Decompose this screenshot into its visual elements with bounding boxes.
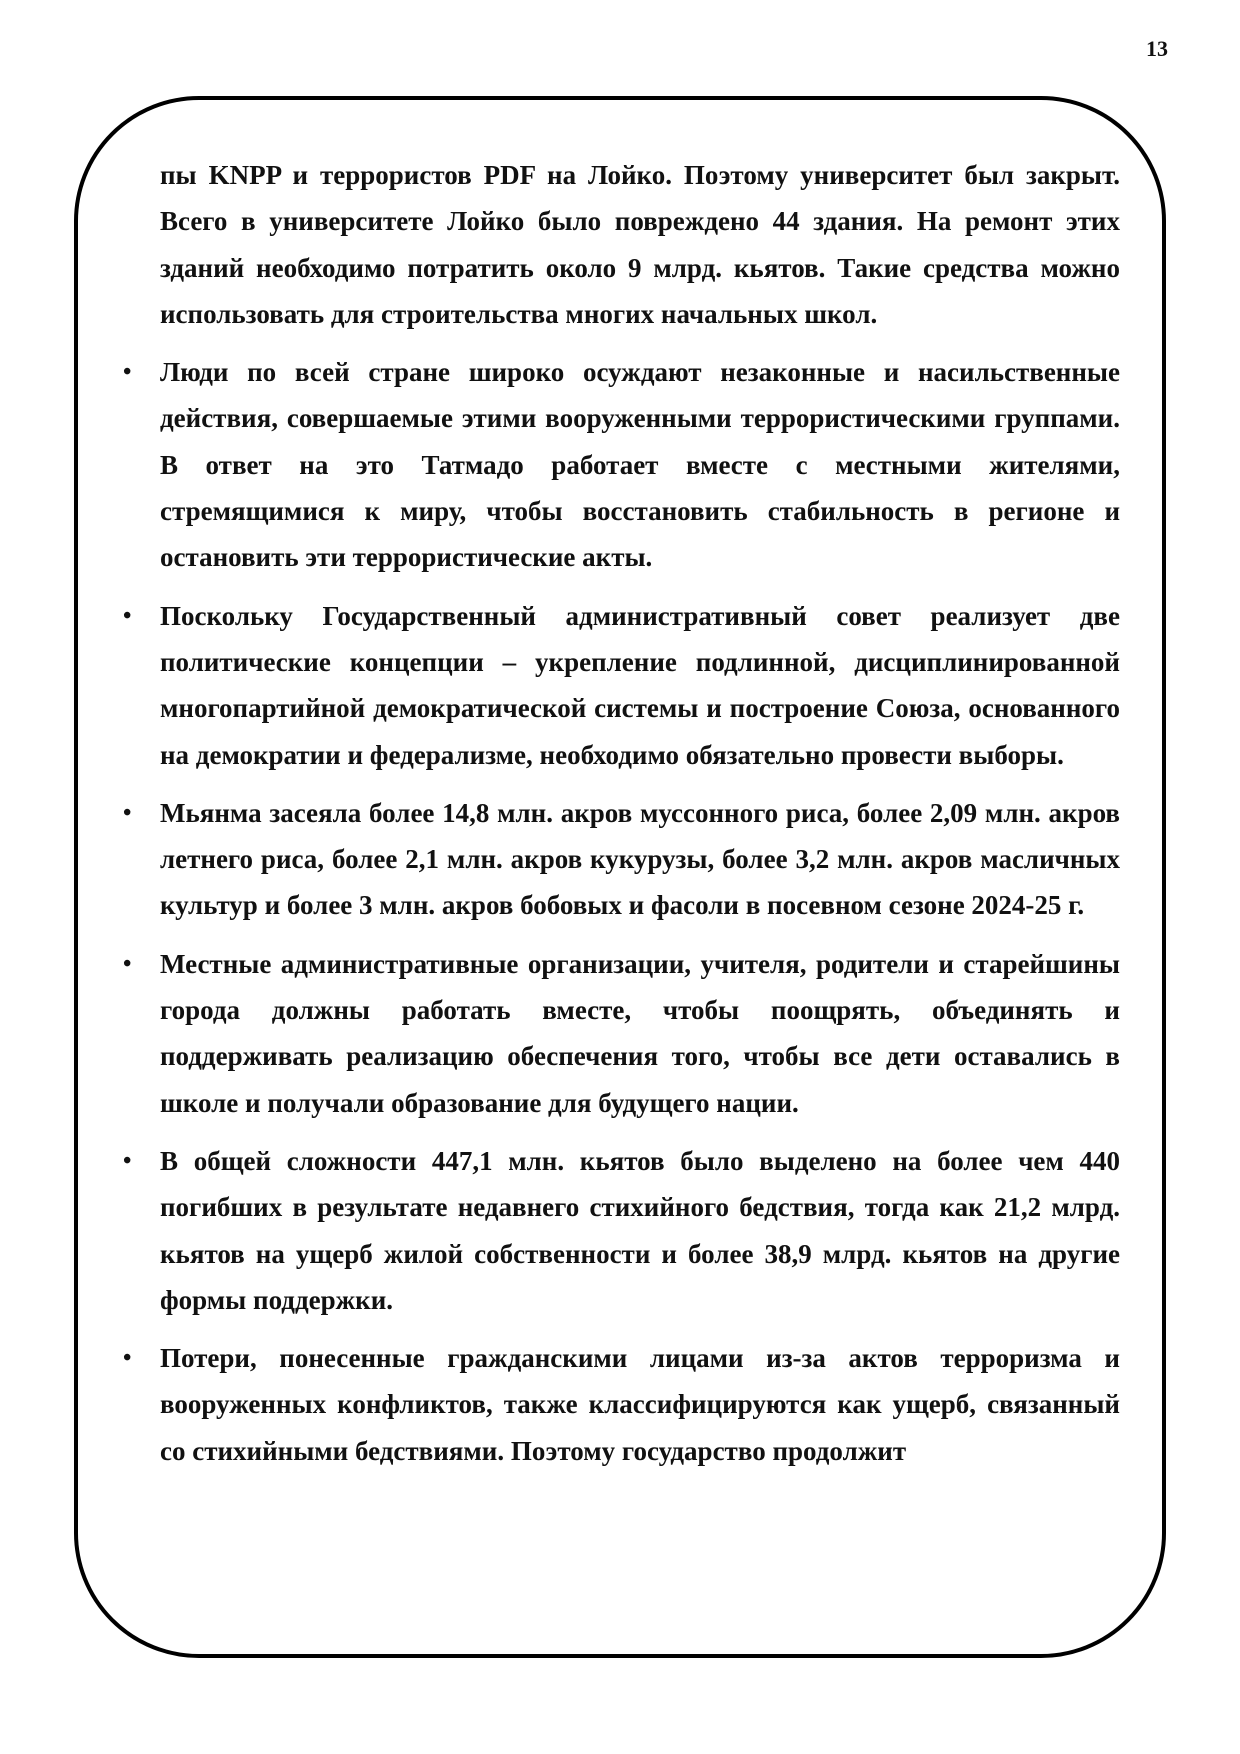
bullet-item bbox=[123, 1138, 1120, 1323]
bullet-item bbox=[123, 1335, 1120, 1474]
bullet-dot-icon: • bbox=[123, 950, 132, 977]
bullet-item bbox=[123, 941, 1120, 1126]
bullet-item bbox=[123, 593, 1120, 778]
bullet-item bbox=[123, 790, 1120, 929]
bullet-dot-icon: • bbox=[123, 1147, 132, 1174]
bullet-text: Местные административные организации, учителя, родители и старейшины города должны работать вместе, чтобы поощрять, объединять и поддерживать реализацию обеспечения того, чтобы все дети оставались в школе и получали образование для будущего нации. bbox=[160, 948, 1120, 1118]
bullet-text: Потери, понесенные гражданскими лицами из-за актов терроризма и вооруженных конфликтов, также классифицируются как ущерб, связанный со стихийными бедствиями. Поэтому государство продолжит bbox=[160, 1343, 1120, 1466]
bullet-dot-icon: • bbox=[123, 602, 132, 629]
bullet-text: В общей сложности 447,1 млн. кьятов было выделено на более чем 440 погибших в результате недавнего стихийного бедствия, тогда как 21,2 млрд. кьятов на ущерб жилой собственности и более 38,9 млрд. кьятов на другие формы поддержки. bbox=[160, 1145, 1120, 1315]
bullet-text: Люди по всей стране широко осуждают незаконные и насильственные действия, совершаемые этими вооруженными террористическими группами. В ответ на это Татмадо работает вместе с местными жителями, стремящимися к миру, чтобы восстановить стабильность в регионе и остановить эти террористические акты. bbox=[160, 357, 1120, 573]
bullet-dot-icon: • bbox=[123, 799, 132, 826]
intro-paragraph: пы KNPP и террористов PDF на Лойко. Поэтому университет был закрыт. Всего в университете Лойко было повреждено 44 здания. На ремонт этих зданий необходимо потратить около 9 млрд. кьятов. Такие средства можно использовать для строительства многих начальных школ. bbox=[160, 160, 1120, 329]
document-body bbox=[123, 152, 1120, 1486]
bullet-dot-icon: • bbox=[123, 359, 132, 386]
bullet-item bbox=[123, 349, 1120, 580]
page-number: 13 bbox=[1146, 36, 1168, 61]
bullet-text: Поскольку Государственный административный совет реализует две политические концепции – укрепление подлинной, дисциплинированной многопартийной демократической системы и построение Союза, основанного на демократии и федерализме, необходимо обязательно провести выборы. bbox=[160, 600, 1120, 770]
bullet-list bbox=[123, 349, 1120, 1474]
bullet-text: Мьянма засеяла более 14,8 млн. акров муссонного риса, более 2,09 млн. акров летнего риса, более 2,1 млн. акров кукурузы, более 3,2 млн. акров масличных культур и более 3 млн. акров бобовых и фасоли в посевном сезоне 2024-25 г. bbox=[160, 797, 1120, 921]
bullet-dot-icon: • bbox=[123, 1345, 132, 1372]
